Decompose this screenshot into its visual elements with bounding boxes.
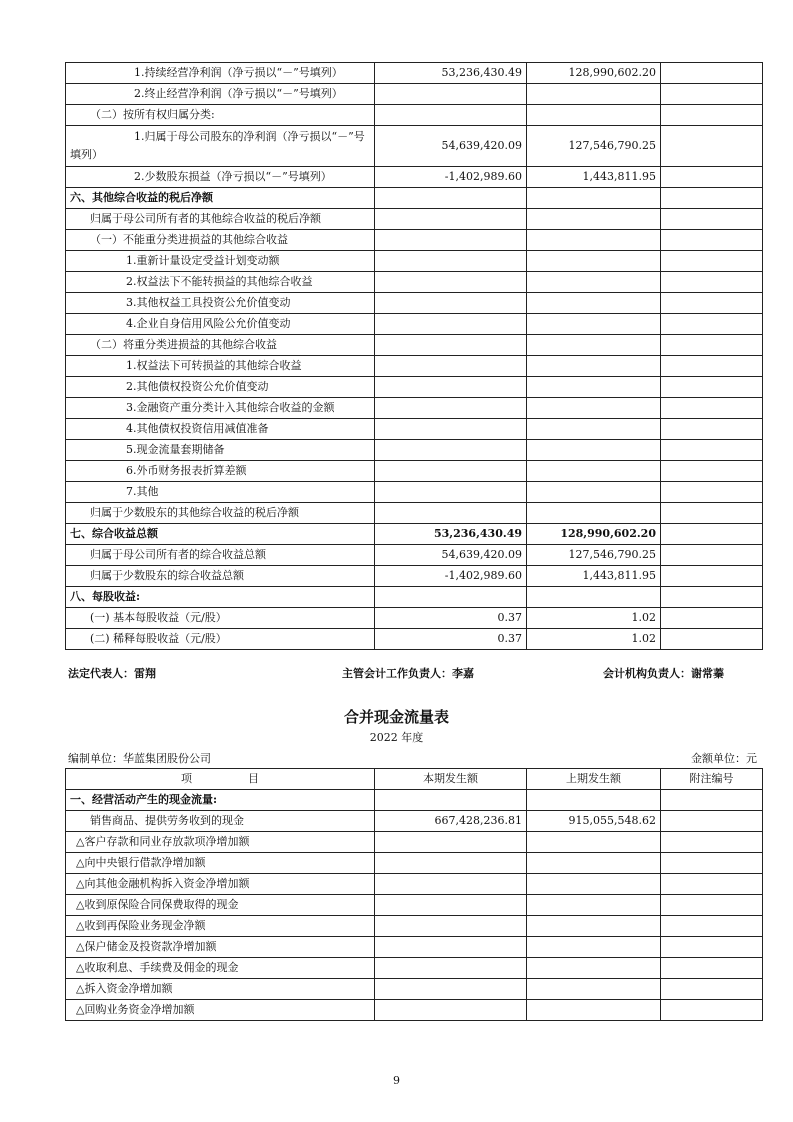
note-cell (661, 293, 763, 314)
previous-value (527, 503, 661, 524)
row-label: 1.归属于母公司股东的净利润（净亏损以“－”号填列） (66, 126, 375, 167)
table-row (66, 230, 763, 251)
table-row (66, 587, 763, 608)
current-value (375, 335, 527, 356)
column-header-current: 本期发生额 (375, 769, 527, 790)
current-value (375, 916, 527, 937)
row-label: 归属于少数股东的其他综合收益的税后净额 (66, 503, 375, 524)
previous-value (527, 895, 661, 916)
previous-value (527, 832, 661, 853)
previous-value (527, 377, 661, 398)
column-header-note: 附注编号 (661, 769, 763, 790)
note-cell (661, 895, 763, 916)
row-label: 3.金融资产重分类计入其他综合收益的金额 (66, 398, 375, 419)
row-label: （二）将重分类进损益的其他综合收益 (66, 335, 375, 356)
table-row (66, 209, 763, 230)
note-cell (661, 979, 763, 1000)
note-cell (661, 209, 763, 230)
note-cell (661, 811, 763, 832)
table-row (66, 916, 763, 937)
previous-value (527, 398, 661, 419)
current-value (375, 188, 527, 209)
previous-value (527, 230, 661, 251)
table-row (66, 293, 763, 314)
row-label: 六、其他综合收益的税后净额 (66, 188, 375, 209)
current-value: 54,639,420.09 (375, 545, 527, 566)
current-value (375, 832, 527, 853)
row-label: 归属于母公司所有者的综合收益总额 (66, 545, 375, 566)
current-value (375, 440, 527, 461)
current-value: 53,236,430.49 (375, 63, 527, 84)
row-label: △客户存款和同业存放款项净增加额 (66, 832, 375, 853)
previous-value: 1,443,811.95 (527, 167, 661, 188)
row-label: 1.权益法下可转损益的其他综合收益 (66, 356, 375, 377)
legal-representative: 法定代表人：雷翔 (68, 667, 156, 680)
row-label: 1.重新计量设定受益计划变动额 (66, 251, 375, 272)
note-cell (661, 335, 763, 356)
previous-value (527, 853, 661, 874)
note-cell (661, 790, 763, 811)
table-row (66, 356, 763, 377)
current-value (375, 209, 527, 230)
note-cell (661, 230, 763, 251)
table-row (66, 958, 763, 979)
note-cell (661, 937, 763, 958)
row-label: 6.外币财务报表折算差额 (66, 461, 375, 482)
previous-value (527, 937, 661, 958)
row-label: △向中央银行借款净增加额 (66, 853, 375, 874)
note-cell (661, 63, 763, 84)
accounting-head: 主管会计工作负责人：李嘉 (342, 667, 474, 680)
current-value: 53,236,430.49 (375, 524, 527, 545)
table-row (66, 853, 763, 874)
row-label: 销售商品、提供劳务收到的现金 (66, 811, 375, 832)
row-label: (二) 稀释每股收益（元/股） (66, 629, 375, 650)
row-label: △拆入资金净增加额 (66, 979, 375, 1000)
table-row (66, 188, 763, 209)
table-row (66, 937, 763, 958)
page-title: 合并现金流量表 (343, 708, 449, 726)
note-cell (661, 566, 763, 587)
current-value (375, 230, 527, 251)
current-value (375, 895, 527, 916)
current-value: -1,402,989.60 (375, 566, 527, 587)
previous-value (527, 482, 661, 503)
row-label: △回购业务资金净增加额 (66, 1000, 375, 1021)
table-row (66, 461, 763, 482)
current-value (375, 356, 527, 377)
note-cell (661, 587, 763, 608)
previous-value: 1,443,811.95 (527, 566, 661, 587)
table-row (66, 524, 763, 545)
previous-value (527, 461, 661, 482)
row-label: 2.少数股东损益（净亏损以“－”号填列） (66, 167, 375, 188)
current-value (375, 105, 527, 126)
note-cell (661, 482, 763, 503)
table-row (66, 895, 763, 916)
table-row (66, 398, 763, 419)
previous-value: 128,990,602.20 (527, 524, 661, 545)
table-row (66, 608, 763, 629)
note-cell (661, 874, 763, 895)
row-label: （一）不能重分类进损益的其他综合收益 (66, 230, 375, 251)
row-label: 2.其他债权投资公允价值变动 (66, 377, 375, 398)
note-cell (661, 629, 763, 650)
table-row (66, 314, 763, 335)
note-cell (661, 440, 763, 461)
row-label: 3.其他权益工具投资公允价值变动 (66, 293, 375, 314)
note-cell (661, 105, 763, 126)
previous-value: 915,055,548.62 (527, 811, 661, 832)
previous-value (527, 958, 661, 979)
previous-value: 1.02 (527, 608, 661, 629)
current-value (375, 482, 527, 503)
page-number: 9 (393, 1074, 400, 1087)
table-row (66, 979, 763, 1000)
table-row (66, 790, 763, 811)
note-cell (661, 314, 763, 335)
note-cell (661, 272, 763, 293)
row-label: 4.企业自身信用风险公允价值变动 (66, 314, 375, 335)
current-value (375, 398, 527, 419)
table-row (66, 63, 763, 84)
note-cell (661, 398, 763, 419)
table-row (66, 440, 763, 461)
current-value (375, 503, 527, 524)
table-row (66, 377, 763, 398)
note-cell (661, 167, 763, 188)
row-label: 一、经营活动产生的现金流量: (66, 790, 375, 811)
note-cell (661, 832, 763, 853)
note-cell (661, 126, 763, 167)
row-label: △收到原保险合同保费取得的现金 (66, 895, 375, 916)
previous-value (527, 419, 661, 440)
previous-value (527, 335, 661, 356)
current-value (375, 293, 527, 314)
note-cell (661, 1000, 763, 1021)
previous-value (527, 209, 661, 230)
table-row (66, 811, 763, 832)
previous-value: 1.02 (527, 629, 661, 650)
currency-unit: 金额单位：元 (691, 752, 757, 765)
previous-value: 127,546,790.25 (527, 545, 661, 566)
previous-value (527, 293, 661, 314)
previous-value (527, 272, 661, 293)
current-value (375, 587, 527, 608)
row-label: 归属于母公司所有者的其他综合收益的税后净额 (66, 209, 375, 230)
row-label: 2.终止经营净利润（净亏损以“－”号填列） (66, 84, 375, 105)
previous-value (527, 587, 661, 608)
note-cell (661, 377, 763, 398)
row-label: 八、每股收益: (66, 587, 375, 608)
note-cell (661, 188, 763, 209)
previous-value (527, 105, 661, 126)
table-row (66, 84, 763, 105)
current-value (375, 874, 527, 895)
previous-value (527, 1000, 661, 1021)
current-value (375, 937, 527, 958)
note-cell (661, 356, 763, 377)
current-value (375, 251, 527, 272)
table-header-row (66, 769, 763, 790)
table-row (66, 566, 763, 587)
current-value (375, 853, 527, 874)
current-value (375, 979, 527, 1000)
table-row (66, 126, 763, 167)
previous-value (527, 314, 661, 335)
current-value (375, 84, 527, 105)
current-value: 0.37 (375, 608, 527, 629)
table-row (66, 482, 763, 503)
preparing-entity: 编制单位：华蓝集团股份公司 (68, 752, 211, 765)
income-statement-table (65, 62, 763, 650)
previous-value: 127,546,790.25 (527, 126, 661, 167)
note-cell (661, 251, 763, 272)
table-row (66, 629, 763, 650)
previous-value (527, 790, 661, 811)
table-row (66, 105, 763, 126)
table-row (66, 251, 763, 272)
current-value: 54,639,420.09 (375, 126, 527, 167)
table-row (66, 419, 763, 440)
note-cell (661, 916, 763, 937)
table-row (66, 1000, 763, 1021)
note-cell (661, 608, 763, 629)
current-value (375, 272, 527, 293)
column-header-previous: 上期发生额 (527, 769, 661, 790)
accounting-dept-head: 会计机构负责人：谢常蓁 (603, 667, 724, 680)
row-label: 7.其他 (66, 482, 375, 503)
table-row (66, 874, 763, 895)
column-header-item: 项 目 (66, 769, 375, 790)
cash-flow-table (65, 768, 763, 1021)
report-period: 2022 年度 (369, 731, 424, 744)
note-cell (661, 503, 763, 524)
row-label: △保户储金及投资款净增加额 (66, 937, 375, 958)
note-cell (661, 419, 763, 440)
table-row (66, 832, 763, 853)
current-value (375, 314, 527, 335)
current-value (375, 419, 527, 440)
row-label: （二）按所有权归属分类: (66, 105, 375, 126)
note-cell (661, 958, 763, 979)
previous-value (527, 251, 661, 272)
current-value (375, 1000, 527, 1021)
current-value (375, 461, 527, 482)
table-row (66, 503, 763, 524)
row-label: 1.持续经营净利润（净亏损以“－”号填列） (66, 63, 375, 84)
previous-value (527, 916, 661, 937)
table-row (66, 335, 763, 356)
row-label: △收到再保险业务现金净额 (66, 916, 375, 937)
table-row (66, 167, 763, 188)
previous-value (527, 979, 661, 1000)
row-label: 七、综合收益总额 (66, 524, 375, 545)
previous-value: 128,990,602.20 (527, 63, 661, 84)
row-label: △向其他金融机构拆入资金净增加额 (66, 874, 375, 895)
current-value: 0.37 (375, 629, 527, 650)
note-cell (661, 461, 763, 482)
note-cell (661, 84, 763, 105)
previous-value (527, 440, 661, 461)
table-row (66, 272, 763, 293)
previous-value (527, 356, 661, 377)
previous-value (527, 188, 661, 209)
note-cell (661, 545, 763, 566)
row-label: 2.权益法下不能转损益的其他综合收益 (66, 272, 375, 293)
row-label: △收取利息、手续费及佣金的现金 (66, 958, 375, 979)
current-value (375, 958, 527, 979)
row-label: 4.其他债权投资信用减值准备 (66, 419, 375, 440)
note-cell (661, 524, 763, 545)
current-value (375, 790, 527, 811)
table-row (66, 545, 763, 566)
current-value: -1,402,989.60 (375, 167, 527, 188)
previous-value (527, 874, 661, 895)
current-value: 667,428,236.81 (375, 811, 527, 832)
note-cell (661, 853, 763, 874)
previous-value (527, 84, 661, 105)
row-label: 5.现金流量套期储备 (66, 440, 375, 461)
row-label: 归属于少数股东的综合收益总额 (66, 566, 375, 587)
row-label: (一) 基本每股收益（元/股） (66, 608, 375, 629)
current-value (375, 377, 527, 398)
